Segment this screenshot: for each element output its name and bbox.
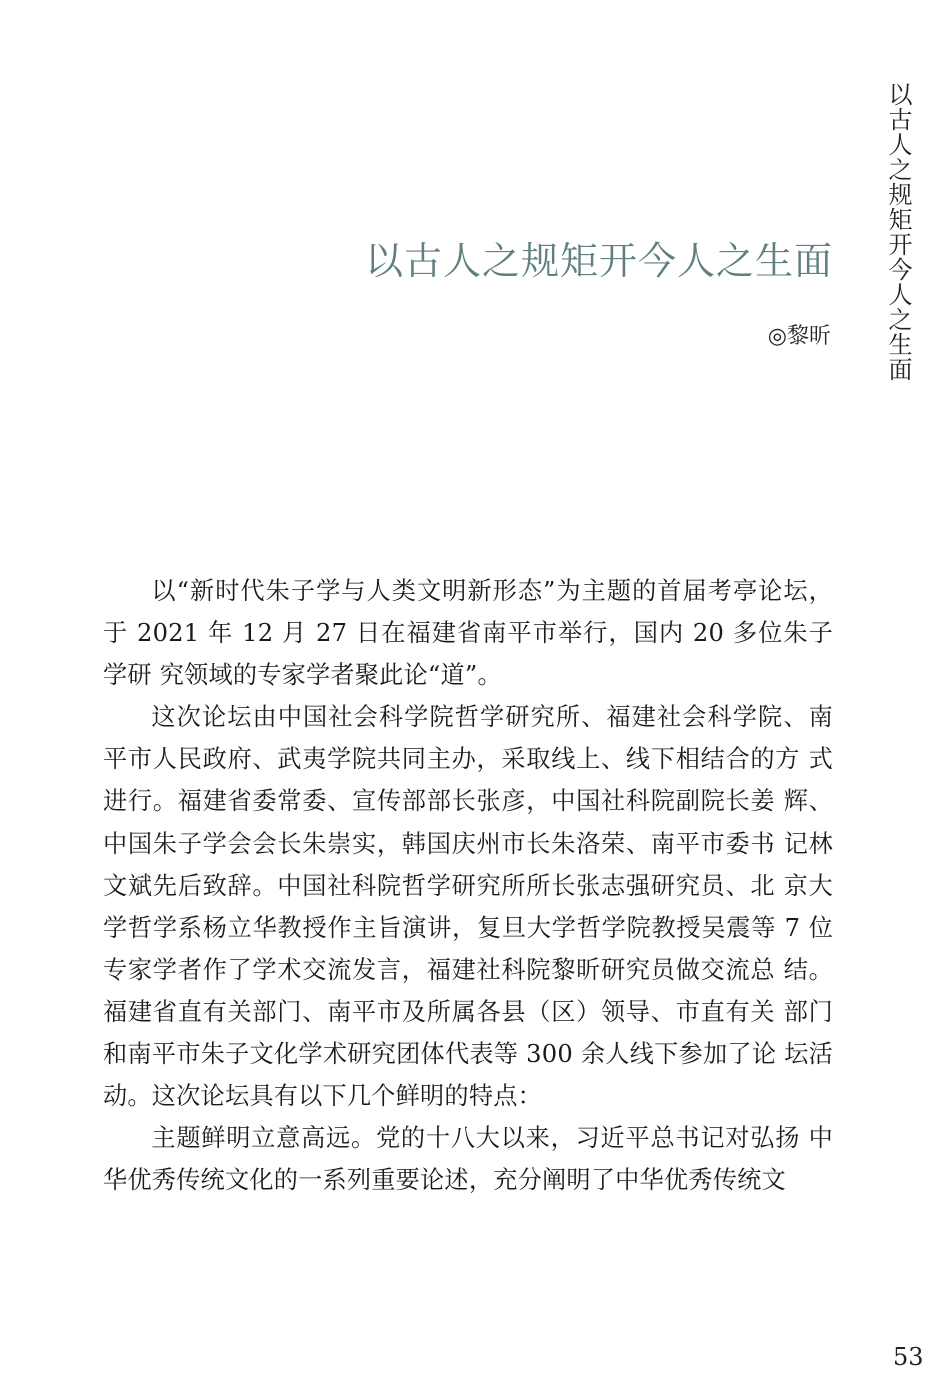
page-number: 53: [893, 1343, 924, 1371]
author-byline: ◎黎昕: [767, 324, 831, 349]
running-title: 以古人之规矩开今人之生面: [884, 82, 912, 382]
body-paragraph: 这次论坛由中国社会科学院哲学研究所、福建社会科学院、南平市人民政府、武夷学院共同主办，采取线上、线下相结合的方 式进行。福建省委常委、宣传部部长张彦，中国社科院副院长姜 辉、中国朱子学会会长朱崇实，韩国庆州市长朱洛荣、南平市委书 记林文斌先后致辞。中国社科院哲学研究所所长张志强研究员、北 京大学哲学系杨立华教授作主旨演讲，复旦大学哲学院教授吴震等 7 位专家学者作了学术交流发言，福建社科院黎昕研究员做交流总 结。福建省直有关部门、南平市及所属各县（区）领导、市直有关 部门和南平市朱子文化学术研究团体代表等 300 余人线下参加了论 坛活动。这次论坛具有以下几个鲜明的特点：: [103, 703, 833, 1111]
article-body: [103, 570, 833, 1201]
body-paragraph: 以“新时代朱子学与人类文明新形态”为主题的首届考亭论坛，于 2021 年 12 月 27 日在福建省南平市举行，国内 20 多位朱子学研 究领域的专家学者聚此论“道”。: [103, 577, 833, 690]
body-paragraph: 主题鲜明立意高远。党的十八大以来，习近平总书记对弘扬 中华优秀传统文化的一系列重要论述，充分阐明了中华优秀传统文: [103, 1124, 833, 1195]
article-title: 以古人之规矩开今人之生面: [364, 239, 833, 283]
